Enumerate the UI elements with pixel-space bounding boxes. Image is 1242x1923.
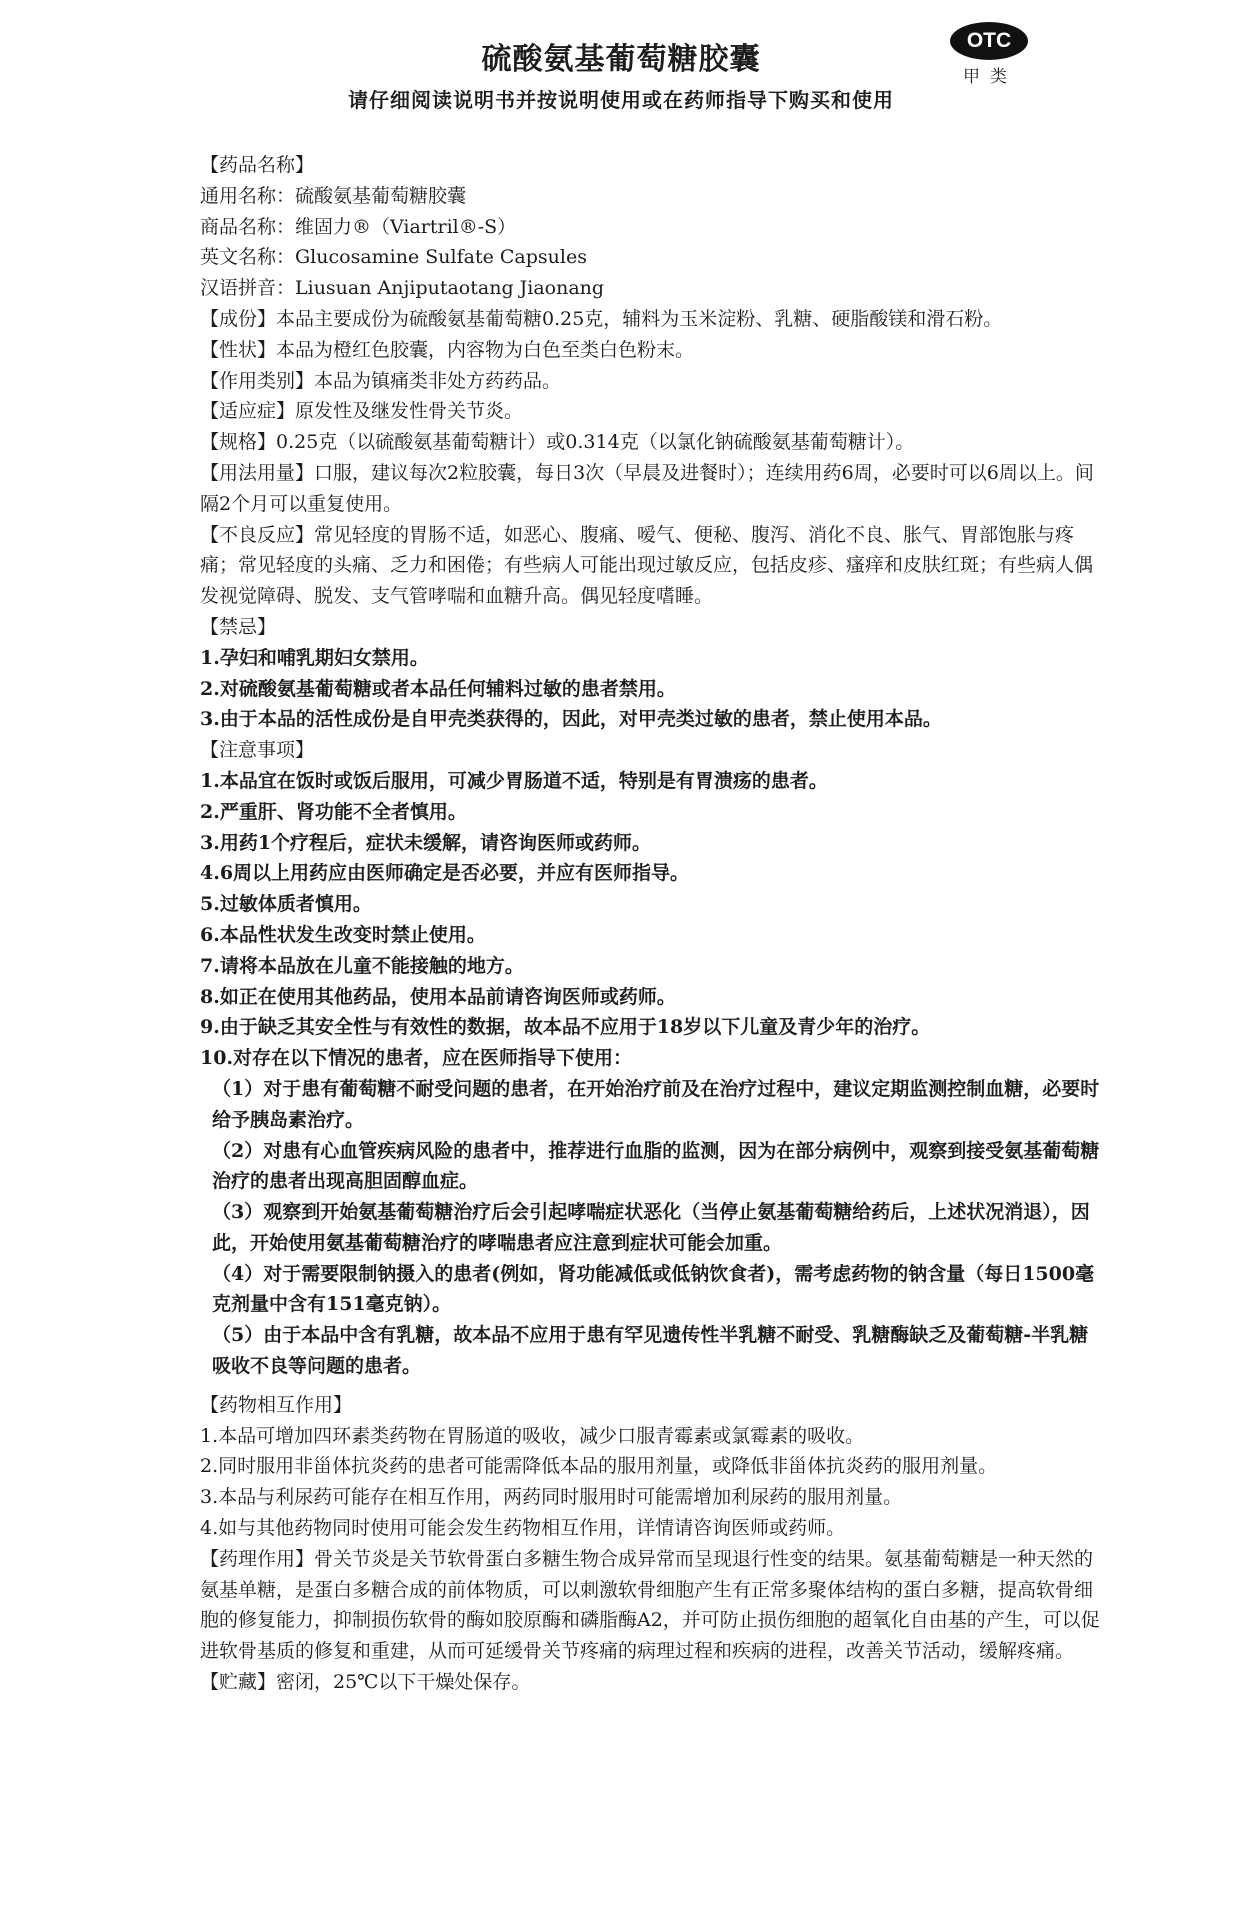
generic-name: 通用名称：硫酸氨基葡萄糖胶囊 bbox=[200, 184, 467, 207]
precaution-sub-item: （5）由于本品中含有乳糖，故本品不应用于患有罕见遗传性半乳糖不耐受、乳糖酶缺乏及葡萄糖-半乳糖吸收不良等问题的患者。 bbox=[212, 1324, 1089, 1378]
appearance-section: 【性状】本品为橙红色胶囊，内容物为白色至类白色粉末。 bbox=[200, 338, 695, 361]
section-heading-precautions: 【注意事项】 bbox=[200, 739, 315, 762]
precaution-item: 5.过敏体质者慎用。 bbox=[200, 893, 372, 916]
precaution-item: 8.如正在使用其他药品，使用本品前请咨询医师或药师。 bbox=[200, 985, 676, 1008]
usage-notice: 请仔细阅读说明书并按说明使用或在药师指导下购买和使用 bbox=[348, 88, 894, 112]
category-section: 【作用类别】本品为镇痛类非处方药药品。 bbox=[200, 369, 562, 392]
precaution-item: 9.由于缺乏其安全性与有效性的数据，故本品不应用于18岁以下儿童及青少年的治疗。 bbox=[200, 1016, 931, 1039]
leaflet-body bbox=[200, 150, 1100, 1698]
contraindication-item: 1.孕妇和哺乳期妇女禁用。 bbox=[200, 646, 429, 669]
precaution-sub-item: （3）观察到开始氨基葡萄糖治疗后会引起哮喘症状恶化（当停止氨基葡萄糖给药后，上述状况消退），因此，开始使用氨基葡萄糖治疗的哮喘患者应注意到症状可能会加重。 bbox=[212, 1201, 1090, 1254]
contraindication-item: 3.由于本品的活性成份是自甲壳类获得的，因此，对甲壳类过敏的患者，禁止使用本品。 bbox=[200, 708, 942, 731]
composition-section: 【成份】本品主要成份为硫酸氨基葡萄糖0.25克，辅料为玉米淀粉、乳糖、硬脂酸镁和滑石粉。 bbox=[200, 307, 1003, 330]
contraindication-item: 2.对硫酸氨基葡萄糖或者本品任何辅料过敏的患者禁用。 bbox=[200, 677, 676, 700]
specification-section: 【规格】0.25克（以硫酸氨基葡萄糖计）或0.314克（以氯化钠硫酸氨基葡萄糖计）。 bbox=[200, 431, 915, 454]
precaution-sub-item: （2）对患有心血管疾病风险的患者中，推荐进行血脂的监测，因为在部分病例中，观察到接受氨基葡萄糖治疗的患者出现高胆固醇血症。 bbox=[212, 1139, 1100, 1193]
section-heading-contraindications: 【禁忌】 bbox=[200, 615, 277, 638]
otc-badge: OTC bbox=[950, 22, 1028, 60]
interaction-item: 4.如与其他药物同时使用可能会发生药物相互作用，详情请咨询医师或药师。 bbox=[200, 1517, 846, 1540]
trade-name: 商品名称：维固力®（Viartril®-S） bbox=[200, 215, 517, 238]
precaution-item: 10.对存在以下情况的患者，应在医师指导下使用： bbox=[200, 1047, 633, 1070]
dosage-section: 【用法用量】口服，建议每次2粒胶囊，每日3次（早晨及进餐时）；连续用药6周，必要时可以6周以上。间隔2个月可以重复使用。 bbox=[200, 461, 1094, 515]
precaution-item: 3.用药1个疗程后，症状未缓解，请咨询医师或药师。 bbox=[200, 831, 652, 854]
precaution-item: 4.6周以上用药应由医师确定是否必要，并应有医师指导。 bbox=[200, 862, 690, 885]
interaction-item: 1.本品可增加四环素类药物在胃肠道的吸收，减少口服青霉素或氯霉素的吸收。 bbox=[200, 1424, 865, 1447]
section-heading-interactions: 【药物相互作用】 bbox=[200, 1393, 353, 1416]
precaution-sub-item: （1）对于患有葡萄糖不耐受问题的患者，在开始治疗前及在治疗过程中，建议定期监测控制血糖，必要时给予胰岛素治疗。 bbox=[212, 1077, 1100, 1131]
precaution-sub-item: （4）对于需要限制钠摄入的患者(例如，肾功能减低或低钠饮食者)，需考虑药物的钠含量（每日1500毫克剂量中含有151毫克钠）。 bbox=[212, 1262, 1095, 1316]
precaution-item: 1.本品宜在饭时或饭后服用，可减少胃肠道不适，特别是有胃溃疡的患者。 bbox=[200, 769, 828, 792]
indications-section: 【适应症】原发性及继发性骨关节炎。 bbox=[200, 400, 524, 423]
section-heading-drug-name: 【药品名称】 bbox=[200, 154, 315, 176]
interaction-item: 2.同时服用非甾体抗炎药的患者可能需降低本品的服用剂量，或降低非甾体抗炎药的服用剂量。 bbox=[200, 1455, 998, 1478]
interaction-item: 3.本品与利尿药可能存在相互作用，两药同时服用时可能需增加利尿药的服用剂量。 bbox=[200, 1486, 903, 1509]
storage-section: 【贮藏】密闭，25℃以下干燥处保存。 bbox=[200, 1671, 531, 1694]
otc-class-label: 甲类 bbox=[963, 67, 1017, 87]
precaution-item: 7.请将本品放在儿童不能接触的地方。 bbox=[200, 954, 524, 977]
precaution-item: 6.本品性状发生改变时禁止使用。 bbox=[200, 923, 486, 946]
english-name: 英文名称：Glucosamine Sulfate Capsules bbox=[200, 246, 587, 269]
pharmacology-section: 【药理作用】骨关节炎是关节软骨蛋白多糖生物合成异常而呈现退行性变的结果。氨基葡萄糖是一种天然的氨基单糖，是蛋白多糖合成的前体物质，可以刺激软骨细胞产生有正常多聚体结构的蛋白多糖，提高软骨细胞的修复能力，抑制损伤软骨的酶如胶原酶和磷脂酶A2，并可防止损伤细胞的超氧化自由基的产生，可以促进软骨基质的修复和重建，从而可延缓骨关节疼痛的病理过程和疾病的进程，改善关节活动，缓解疼痛。 bbox=[200, 1547, 1100, 1663]
adverse-reactions-section: 【不良反应】常见轻度的胃肠不适，如恶心、腹痛、嗳气、便秘、腹泻、消化不良、胀气、胃部饱胀与疼痛；常见轻度的头痛、乏力和困倦；有些病人可能出现过敏反应，包括皮疹、瘙痒和皮肤红斑；有些病人偶发视觉障碍、脱发、支气管哮喘和血糖升高。偶见轻度嗜睡。 bbox=[200, 523, 1094, 608]
document-title: 硫酸氨基葡萄糖胶囊 bbox=[481, 42, 761, 77]
pinyin-name: 汉语拼音：Liusuan Anjiputaotang Jiaonang bbox=[200, 277, 605, 300]
precaution-item: 2.严重肝、肾功能不全者慎用。 bbox=[200, 800, 467, 823]
